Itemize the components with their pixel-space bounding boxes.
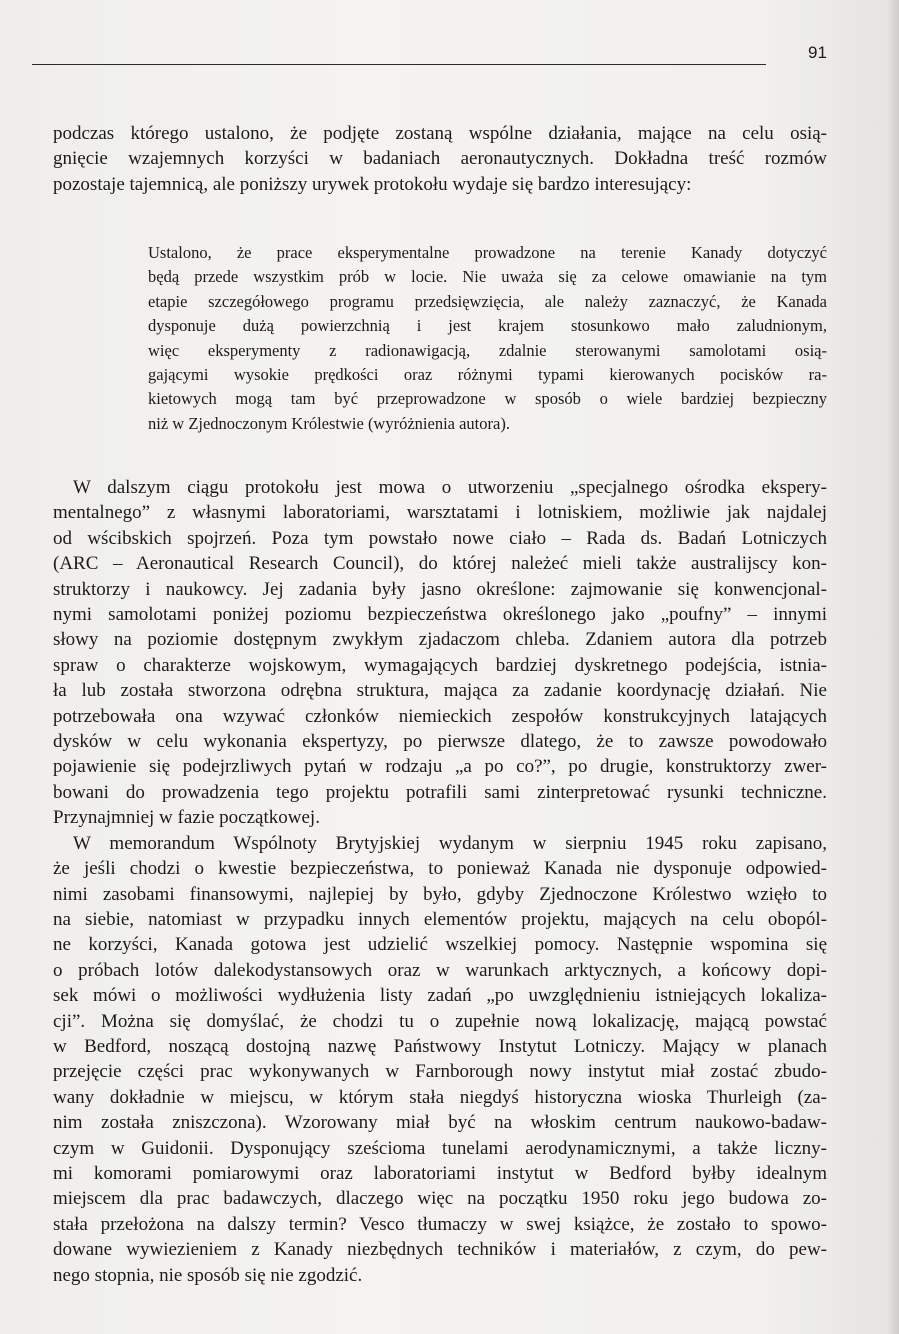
text-line: słowy na poziomie dostępnym zwykłym zjadaczom chleba. Zdaniem autora dla potrzeb — [53, 629, 827, 651]
text-line: sek mówi o możliwości wydłużenia listy zadań „po uwzględnieniu istniejących lokaliza- — [53, 985, 827, 1007]
quote-line: Ustalono, że prace eksperymentalne prowadzone na terenie Kanady dotyczyć — [148, 243, 827, 262]
text-line: podczas którego ustalono, że podjęte zostaną wspólne działania, mające na celu osią- — [53, 123, 827, 144]
header-rule — [32, 64, 766, 65]
paragraph-1 — [53, 475, 827, 831]
text-line: (ARC – Aeronautical Research Council), do której należeć mieli także australijscy kon- — [53, 553, 827, 575]
paragraph-2 — [53, 831, 827, 1288]
text-line: nim została zniszczona). Wzorowany miał być na włoskim centrum naukowo-badaw- — [53, 1112, 827, 1134]
quote-line: kietowych mogą tam być przeprowadzone w sposób o wiele bardziej bezpieczny — [148, 389, 827, 409]
text-line: w Bedford, noszącą dostojną nazwę Państwowy Instytut Lotniczy. Mający w planach — [53, 1035, 827, 1057]
text-line: gnięcie wzajemnych korzyści w badaniach aeronautycznych. Dokładna treść rozmów — [53, 148, 827, 170]
text-line: o próbach lotów dalekodystansowych oraz w warunkach arktycznych, a końcowy dopi- — [53, 959, 827, 981]
text-line: wany dokładnie w miejscu, w którym stała niegdyś historyczna wioska Thurleigh (za- — [53, 1086, 827, 1108]
page-edge-shadow — [887, 0, 899, 1334]
text-line: W dalszym ciągu protokołu jest mowa o utworzeniu „specjalnego ośrodka ekspery- — [73, 477, 827, 498]
text-line: czym w Guidonii. Dysponujący sześcioma tunelami aerodynamicznymi, a także liczny- — [53, 1137, 827, 1159]
text-line: mi komorami pomiarowymi oraz laboratoriami instytut w Bedford byłby idealnym — [53, 1162, 827, 1184]
quote-line: gającymi wysokie prędkości oraz różnymi typami kierowanych pocisków ra- — [148, 365, 827, 385]
text-line: Przynajmniej w fazie początkowej. — [53, 807, 320, 829]
text-line: miejscem dla prac badawczych, dlaczego więc na początku 1950 roku jego budowa zo- — [53, 1188, 827, 1210]
page-number: 91 — [808, 43, 827, 62]
quote-line: etapie szczegółowego programu przedsięwzięcia, ale należy zaznaczyć, że Kanada — [148, 291, 827, 311]
text-line: nego stopnia, nie sposób się nie zgodzić. — [53, 1264, 363, 1286]
text-line: pojawienie się podejrzliwych pytań w rodzaju „a po co?”, po drugie, konstruktorzy zwer- — [53, 756, 827, 778]
text-line: mentalnego” z własnymi laboratoriami, warsztatami i lotniskiem, możliwie jak najdalej — [53, 502, 827, 524]
text-line: stała przełożona na dalszy termin? Vesco tłumaczy w swej książce, że zostało to spowo- — [53, 1213, 827, 1235]
text-line: przejęcie części prac wykonywanych w Farnborough nowy instytut miał zostać zbudo- — [53, 1061, 827, 1083]
block-quote — [148, 241, 827, 436]
text-line: dowane wywiezieniem z Kanady niezbędnych techników i materiałów, z czym, do pew- — [53, 1239, 827, 1261]
text-line: że jeśli chodzi o kwestie bezpieczeństwa, to ponieważ Kanada nie dysponuje odpowied- — [53, 858, 827, 880]
text-line: W memorandum Wspólnoty Brytyjskiej wydanym w sierpniu 1945 roku zapisano, — [73, 832, 827, 854]
main-text — [53, 475, 827, 1288]
text-line: bowani do prowadzenia tego projektu potrafili sami zinterpretować rysunki techniczne. — [53, 781, 827, 803]
text-line: spraw o charakterze wojskowym, wymagających bardziej dyskretnego podejścia, istnia- — [53, 654, 827, 676]
text-line: cji”. Można się domyślać, że chodzi tu o zupełnie nową lokalizację, mającą powstać — [53, 1010, 827, 1032]
quote-line: dysponuje dużą powierzchnią i jest krajem stosunkowo mało zaludnionym, — [148, 316, 827, 336]
intro-paragraph — [53, 121, 827, 197]
text-line: dysków w celu wykonania ekspertyzy, po pierwsze dlatego, że to zawsze powodowało — [53, 731, 827, 753]
text-line: struktorzy i naukowcy. Jej zadania były jasno określone: zajmowanie się konwencjonal- — [53, 578, 827, 600]
text-line: od wścibskich spojrzeń. Poza tym powstało nowe ciało – Rada ds. Badań Lotniczych — [53, 527, 827, 549]
text-line: pozostaje tajemnicą, ale poniższy urywek protokołu wydaje się bardzo interesujący: — [53, 173, 692, 195]
text-line: na siebie, natomiast w przypadku innych elementów projektu, mających na celu obopól- — [53, 908, 827, 930]
quote-line: więc eksperymenty z radionawigacją, zdalnie sterowanymi samolotami osią- — [148, 340, 827, 360]
text-line: potrzebowała ona wzywać członków niemieckich zespołów konstrukcyjnych latających — [53, 705, 827, 727]
text-line: ła lub została stworzona odrębna struktura, mająca za zadanie koordynację działań. Nie — [53, 680, 827, 702]
text-line: nimi zasobami finansowymi, najlepiej by było, gdyby Zjednoczone Królestwo wzięło to — [53, 883, 827, 905]
text-line: ne korzyści, Kanada gotowa jest udzielić wszelkiej pomocy. Następnie wspomina się — [53, 934, 827, 956]
quote-line: będą przede wszystkim prób w locie. Nie uważa się za celowe omawianie na tym — [148, 267, 827, 287]
quote-line: niż w Zjednoczonym Królestwie (wyróżnienia autora). — [148, 413, 510, 433]
text-line: nymi samolotami poniżej poziomu bezpieczeństwa określonego jako „poufny” – innymi — [53, 604, 827, 626]
